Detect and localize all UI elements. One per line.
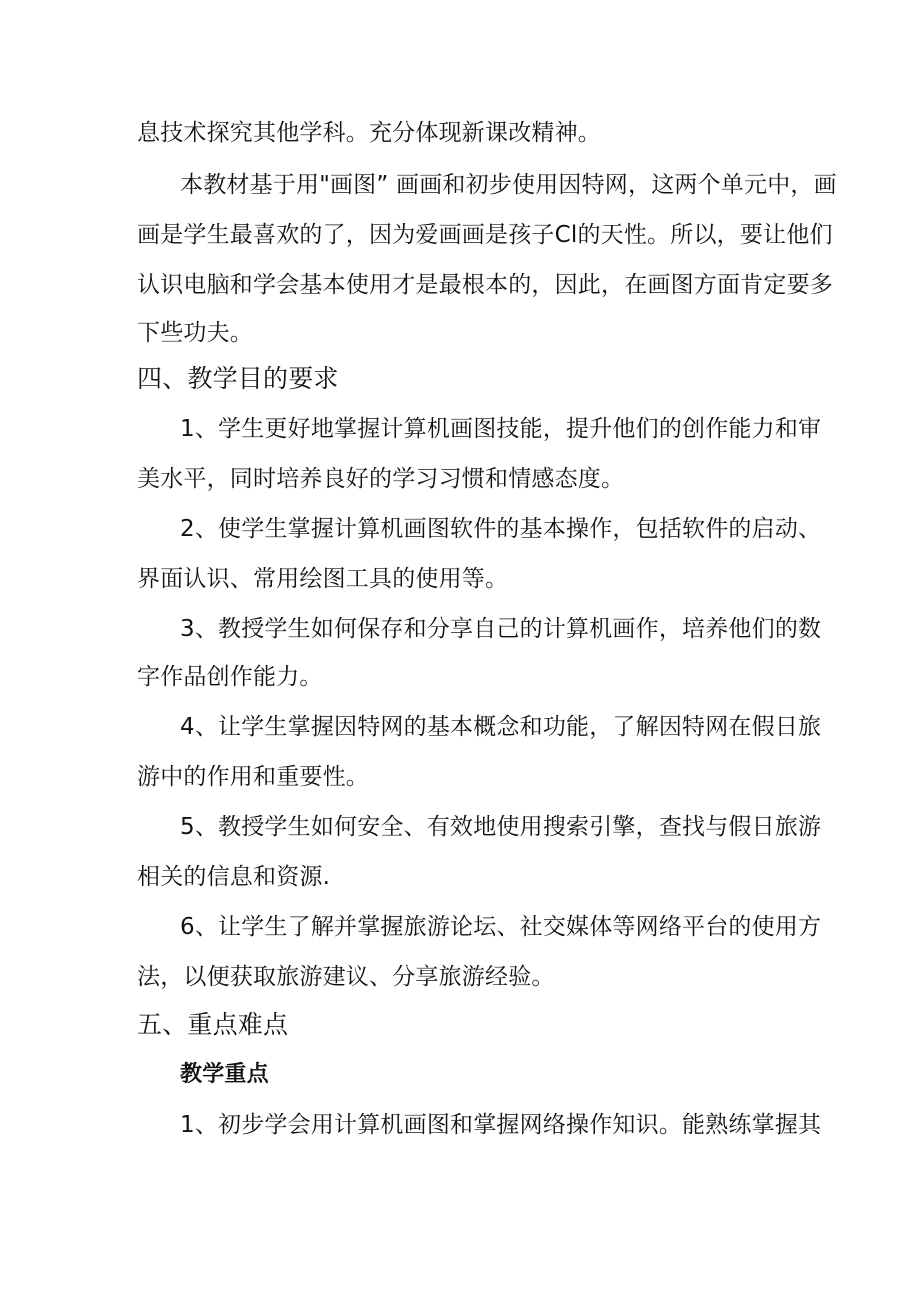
list-item-line: 3、教授学生如何保存和分享自己的计算机画作，培养他们的数 xyxy=(180,616,822,642)
list-item-line: 游中的作用和重要性。 xyxy=(137,764,369,790)
paragraph-line: 本教材基于用"画图” 画画和初步使用因特网，这两个单元中，画 xyxy=(180,172,837,198)
section-heading: 五、重点难点 xyxy=(137,1010,289,1039)
section-heading: 四、教学目的要求 xyxy=(137,364,339,393)
list-item-line: 美水平，同时培养良好的学习习惯和情感态度。 xyxy=(137,466,625,492)
list-item-line: 界面认识、常用绘图工具的使用等。 xyxy=(137,566,509,592)
list-item-line: 1、初步学会用计算机画图和掌握网络操作知识。能熟练掌握其 xyxy=(180,1112,822,1138)
list-item-line: 字作品创作能力。 xyxy=(137,664,323,690)
paragraph-line: 息技术探究其他学科。充分体现新课改精神。 xyxy=(137,120,601,146)
list-item-line: 6、让学生了解并掌握旅游论坛、社交媒体等网络平台的使用方 xyxy=(180,914,822,940)
list-item-line: 2、使学生掌握计算机画图软件的基本操作，包括软件的启动、 xyxy=(180,516,822,542)
paragraph-line: 认识电脑和学会基本使用才是最根本的，因此，在画图方面肯定要多 xyxy=(137,272,833,298)
list-item-line: 4、让学生掌握因特网的基本概念和功能，了解因特网在假日旅 xyxy=(180,714,822,740)
list-item-line: 相关的信息和资源. xyxy=(137,864,331,890)
list-item-line: 法，以便获取旅游建议、分享旅游经验。 xyxy=(137,964,555,990)
subsection-heading: 教学重点 xyxy=(180,1062,269,1087)
paragraph-line: 画是学生最喜欢的了，因为爱画画是孩子Cl的天性。所以，要让他们 xyxy=(137,222,833,248)
list-item-line: 5、教授学生如何安全、有效地使用搜索引擎，查找与假日旅游 xyxy=(180,814,822,840)
paragraph-line: 下些功夫。 xyxy=(137,320,253,346)
list-item-line: 1、学生更好地掌握计算机画图技能，提升他们的创作能力和审 xyxy=(180,416,822,442)
